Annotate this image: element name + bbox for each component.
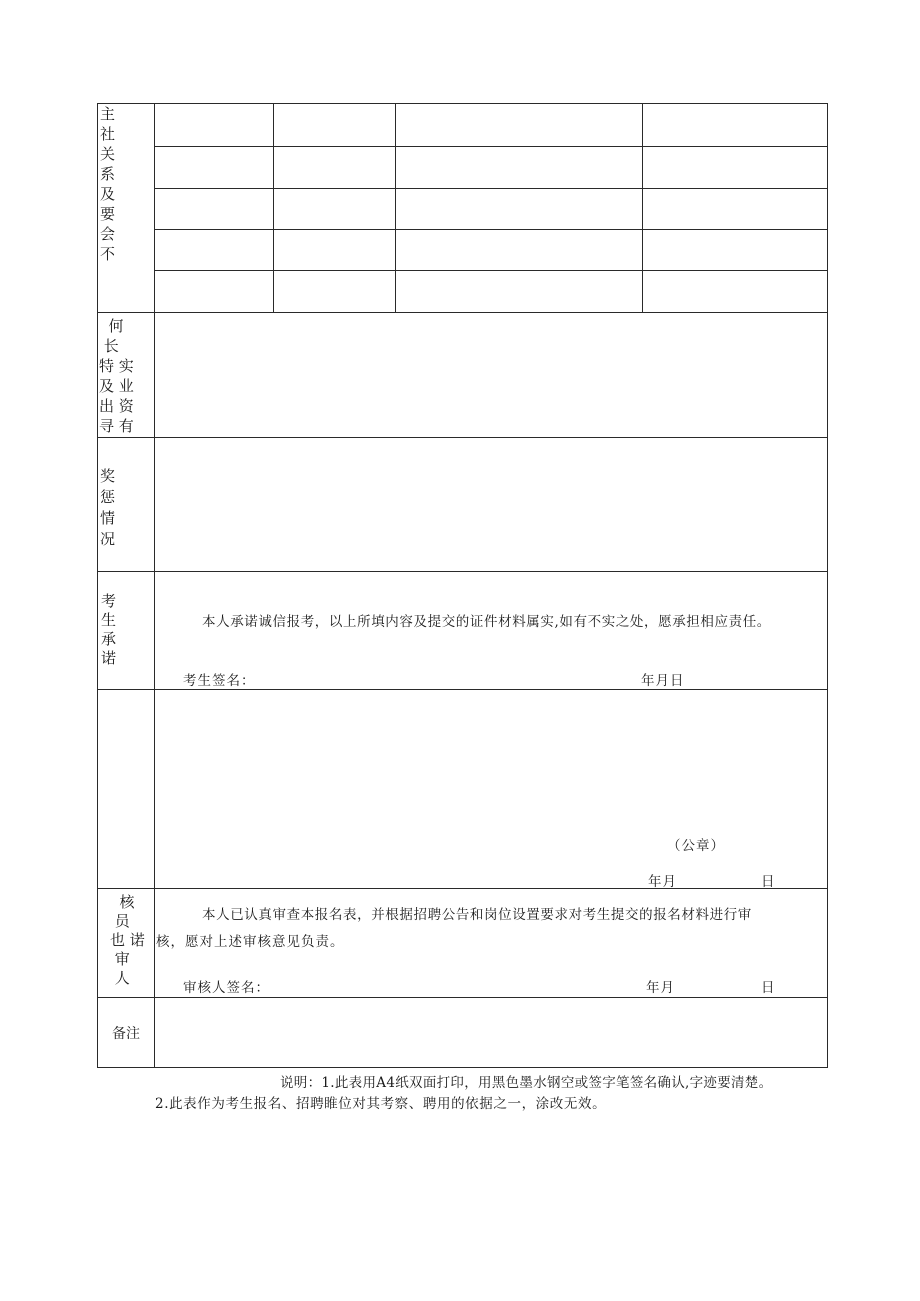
- pledge-date-label: 年月日: [641, 673, 685, 689]
- reviewer-date-day: 日: [761, 980, 776, 996]
- instructions-line-2: 2.此表作为考生报名、招聘睢位对其考察、聘用的依据之一，涂改无效。: [155, 1096, 607, 1112]
- table-border-right: [827, 103, 828, 1067]
- awards-label: 奖 惩 情 况: [100, 467, 116, 548]
- official-seal-label: （公章）: [667, 838, 725, 854]
- employer-opinion-area[interactable]: [155, 690, 827, 830]
- employer-date-day: 日: [761, 874, 776, 890]
- instructions-line-1: 说明：1.此表用A4纸双面打印，用黑色墨水钢空或签字笔签名确认,字迹要清楚。: [280, 1075, 773, 1091]
- family-row-cells[interactable]: [155, 104, 827, 312]
- reviewer-statement-line2: 核，愿对上述审核意见负责。: [156, 934, 345, 950]
- reviewer-statement-line1: 本人已认真审查本报名表，并根据招聘公告和岗位设置要求对考生提交的报名材料进行审: [202, 907, 752, 923]
- pledge-statement: 本人承诺诚信报考，以上所填内容及提交的证件材料属实,如有不实之处，愿承担相应责任。: [202, 614, 771, 630]
- candidate-signature-field[interactable]: [258, 664, 618, 686]
- reviewer-signature-label: 审核人签名：: [183, 980, 270, 996]
- table-border-bottom: [97, 1067, 828, 1068]
- reviewer-date-year-month: 年月: [646, 980, 675, 996]
- section-divider: [97, 888, 828, 889]
- specialty-label: 何 长 特 实 及 业 出 资 寻 有: [99, 317, 134, 435]
- family-relations-label: 主 社 关 系 及 要 会 不: [100, 105, 116, 263]
- reviewer-signature-field[interactable]: [270, 971, 620, 993]
- candidate-signature-label: 考生签名：: [183, 673, 256, 689]
- employer-date-year-month: 年月: [648, 874, 677, 890]
- remarks-input-area[interactable]: [155, 998, 827, 1067]
- reviewer-label: 核 员 也 诺 审 人: [110, 893, 145, 987]
- specialty-input-area[interactable]: [155, 313, 827, 437]
- section-divider: [97, 571, 828, 572]
- pledge-label: 考 生 承 诺: [101, 592, 117, 667]
- table-border-left: [97, 103, 98, 1067]
- remarks-label: 备注: [112, 1026, 140, 1042]
- awards-input-area[interactable]: [155, 438, 827, 571]
